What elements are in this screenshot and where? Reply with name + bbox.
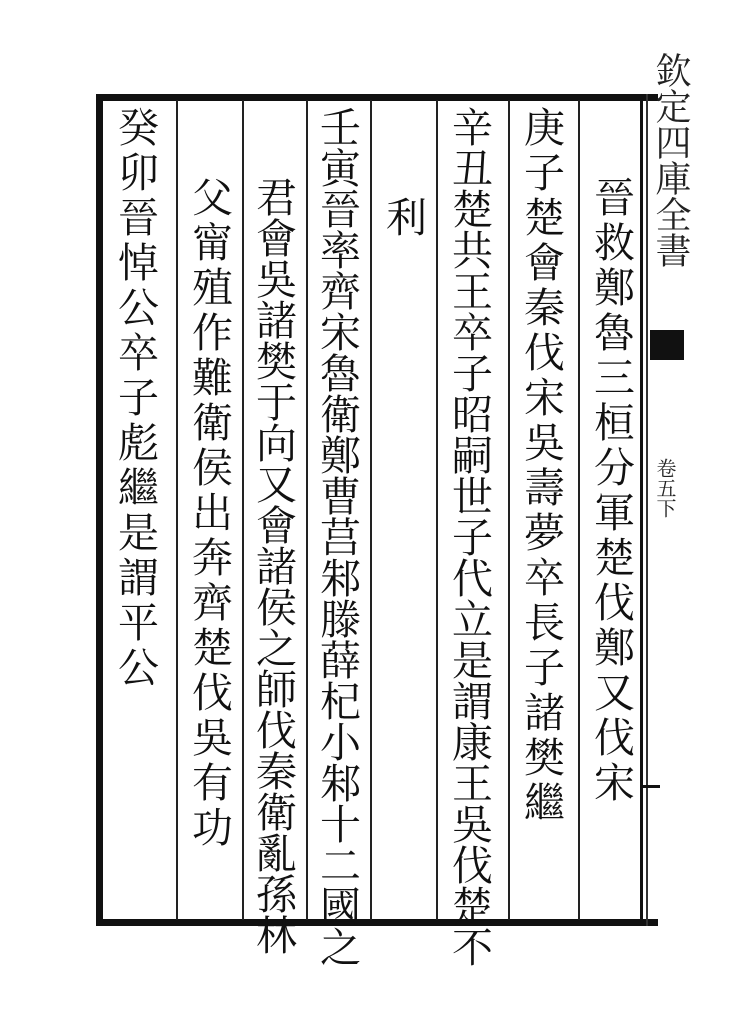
margin-title: 欽定四庫全書: [650, 52, 691, 268]
column-divider: [578, 100, 580, 920]
frame-bottom-border: [96, 919, 658, 926]
text-column: 壬寅晉率齊宋魯衛鄭曹莒邾滕薛杞小邾十二國之: [313, 106, 361, 967]
text-column: 辛丑楚共王卒子昭嗣世子代立是謂康王吳伐楚不: [445, 106, 493, 967]
text-column: 利: [379, 196, 427, 241]
frame-top-border: [96, 94, 658, 101]
column-divider: [508, 100, 510, 920]
fold-line: [640, 94, 643, 926]
column-divider: [176, 100, 178, 920]
text-column: 庚子楚會秦伐宋吳壽夢卒長子諸樊繼: [517, 106, 565, 826]
column-divider: [436, 100, 438, 920]
column-divider: [242, 100, 244, 920]
text-column: 父甯殖作難衛侯出奔齊楚伐吳有功: [185, 176, 233, 851]
column-divider: [306, 100, 308, 920]
margin-volume: 卷五下: [653, 458, 677, 518]
fold-inner-line: [646, 94, 648, 926]
frame-left-border: [96, 94, 103, 926]
column-divider: [370, 100, 372, 920]
text-column: 君會吳諸樊于向又會諸侯之師伐秦衛亂孫林: [249, 176, 297, 955]
text-column: 晉救鄭魯三桓分軍楚伐鄭又伐宋: [587, 176, 635, 806]
text-column: 癸卯晉悼公卒子彪繼是謂平公: [111, 106, 159, 691]
fish-tail-mark: [650, 330, 684, 360]
margin-tick: [642, 785, 660, 788]
